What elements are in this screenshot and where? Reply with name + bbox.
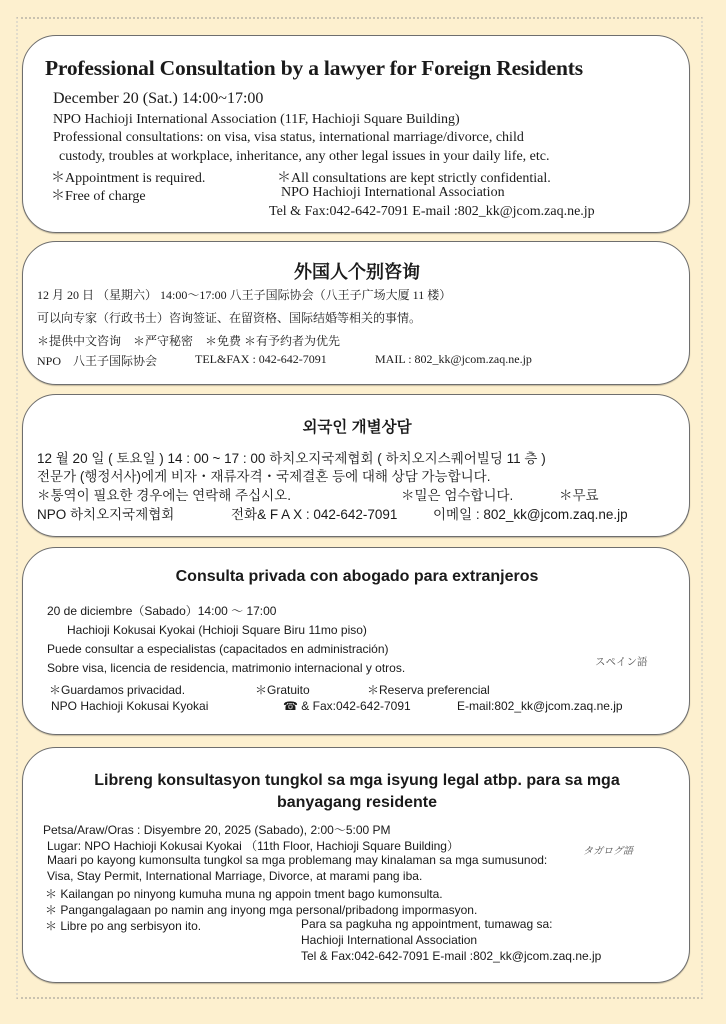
card-spanish [22, 547, 690, 735]
note-free: ＊Gratuito [255, 683, 310, 697]
topics-line-2: custody, troubles at workplace, inheritance, any other legal issues in your daily life, etc. [59, 149, 550, 164]
notes: ＊提供中文咨询 ＊严守秘密 ＊免费 ＊有予约者为优先 [37, 334, 341, 348]
date-venue: 12 月 20 日 （星期六） 14:00～17:00 八王子国际协会（八王子广场大厦 11 楼） [37, 288, 452, 302]
organizer: NPO 하치오지국제협회 [37, 507, 175, 522]
card-title: Consulta privada con abogado para extranjeros [175, 568, 539, 585]
description-line-1: Puede consultar a especialistas (capacitados en administración) [47, 642, 389, 656]
organizer: NPO 八王子国际协会 [37, 354, 158, 368]
description-line-1: Maari po kayong kumonsulta tungkol sa mga problemang may kinalaman sa mga sumusunod: [47, 853, 548, 867]
organizer: Hachioji International Association [301, 933, 478, 947]
venue: NPO Hachioji International Association (11F, Hachioji Square Building) [53, 112, 460, 127]
card-tagalog [22, 747, 690, 983]
tel-fax: 전화& F A X : 042-642-7091 [231, 507, 398, 522]
card-chinese [22, 241, 690, 385]
note-privacy: ＊Guardamos privacidad. [49, 683, 186, 697]
topics: 可以向专家（行政书士）咨询签证、在留资格、国际结婚等相关的事情。 [37, 311, 422, 325]
note-appointment: ＊Appointment is required. [51, 171, 206, 186]
event-date: 20 de diciembre（Sabado）14:00 ～ 17:00 [47, 604, 277, 618]
contact-info: Tel & Fax:042-642-7091 E-mail :802_kk@jcom.zaq.ne.jp [301, 949, 602, 963]
note-reserve: ＊Reserva preferencial [367, 683, 490, 697]
organizer: NPO Hachioji International Association [281, 185, 505, 200]
card-title-line-1: Libreng konsultasyon tungkol sa mga isyung legal atbp. para sa mga [94, 772, 620, 789]
description-line-2: Visa, Stay Permit, International Marriage, Divorce, at marami pang iba. [47, 869, 423, 883]
event-date: Petsa/Araw/Oras : Disyembre 20, 2025 (Sabado), 2:00～5:00 PM [43, 823, 391, 837]
note-secret: ＊밀은 엄수합니다. [401, 488, 514, 503]
tel-fax: TEL&FAX : 042-642-7091 [195, 352, 327, 366]
note-confidential: ＊All consultations are kept strictly confidential. [277, 171, 551, 186]
card-english [22, 35, 690, 233]
date-venue: 12 월 20 일 ( 토요일 ) 14 : 00 ~ 17 : 00 하치오지국제협회 ( 하치오지스퀘어빌딩 11 층 ) [37, 451, 546, 466]
mail: E-mail:802_kk@jcom.zaq.ne.jp [457, 699, 623, 713]
note-free: ＊무료 [559, 488, 599, 503]
language-label: スペイン語 [595, 656, 648, 668]
card-title [23, 770, 691, 814]
tel-fax [283, 699, 411, 713]
venue: Lugar: NPO Hachioji Kokusai Kyokai （11th Floor, Hachioji Square Building） [47, 839, 459, 853]
card-korean [22, 394, 690, 537]
contact-intro: Para sa pagkuha ng appointment, tumawag sa: [301, 917, 553, 931]
note-privacy: ＊ Pangangalagaan po namin ang inyong mga personal/pribadong impormasyon. [45, 903, 478, 917]
card-title-line-2: banyagang residente [276, 794, 438, 811]
contact-info: Tel & Fax:042-642-7091 E-mail :802_kk@jcom.zaq.ne.jp [269, 204, 595, 219]
event-date: December 20 (Sat.) 14:00~17:00 [53, 90, 264, 107]
card-title: Professional Consultation by a lawyer for Foreign Residents [45, 56, 583, 80]
phone-icon: ☎ [283, 699, 298, 713]
venue: Hachioji Kokusai Kyokai (Hchioji Square Biru 11mo piso) [67, 623, 367, 637]
tel-fax-number: & Fax:042-642-7091 [297, 699, 411, 713]
card-title: 外国人个别咨询 [294, 262, 420, 282]
note-interpreter: ＊통역이 필요한 경우에는 연락해 주십시오. [37, 488, 291, 503]
organizer: NPO Hachioji Kokusai Kyokai [51, 699, 209, 713]
mail: MAIL : 802_kk@jcom.zaq.ne.jp [375, 352, 532, 366]
note-free: ＊Free of charge [51, 189, 146, 204]
note-appointment: ＊ Kailangan po ninyong kumuha muna ng appoin tment bago kumonsulta. [45, 887, 443, 901]
description-line-2: Sobre visa, licencia de residencia, matrimonio internacional y otros. [47, 661, 406, 675]
language-label: タガログ語 [583, 846, 633, 857]
mail: 이메일 : 802_kk@jcom.zaq.ne.jp [433, 507, 628, 522]
card-title: 외국인 개별상담 [302, 419, 412, 436]
topics: 전문가 (행정서사)에게 비자・재류자격・국제결혼 등에 대해 상담 가능합니다. [37, 469, 491, 484]
note-free: ＊ Libre po ang serbisyon ito. [45, 919, 202, 933]
topics-line-1: Professional consultations: on visa, visa status, international marriage/divorce, child [53, 130, 524, 145]
